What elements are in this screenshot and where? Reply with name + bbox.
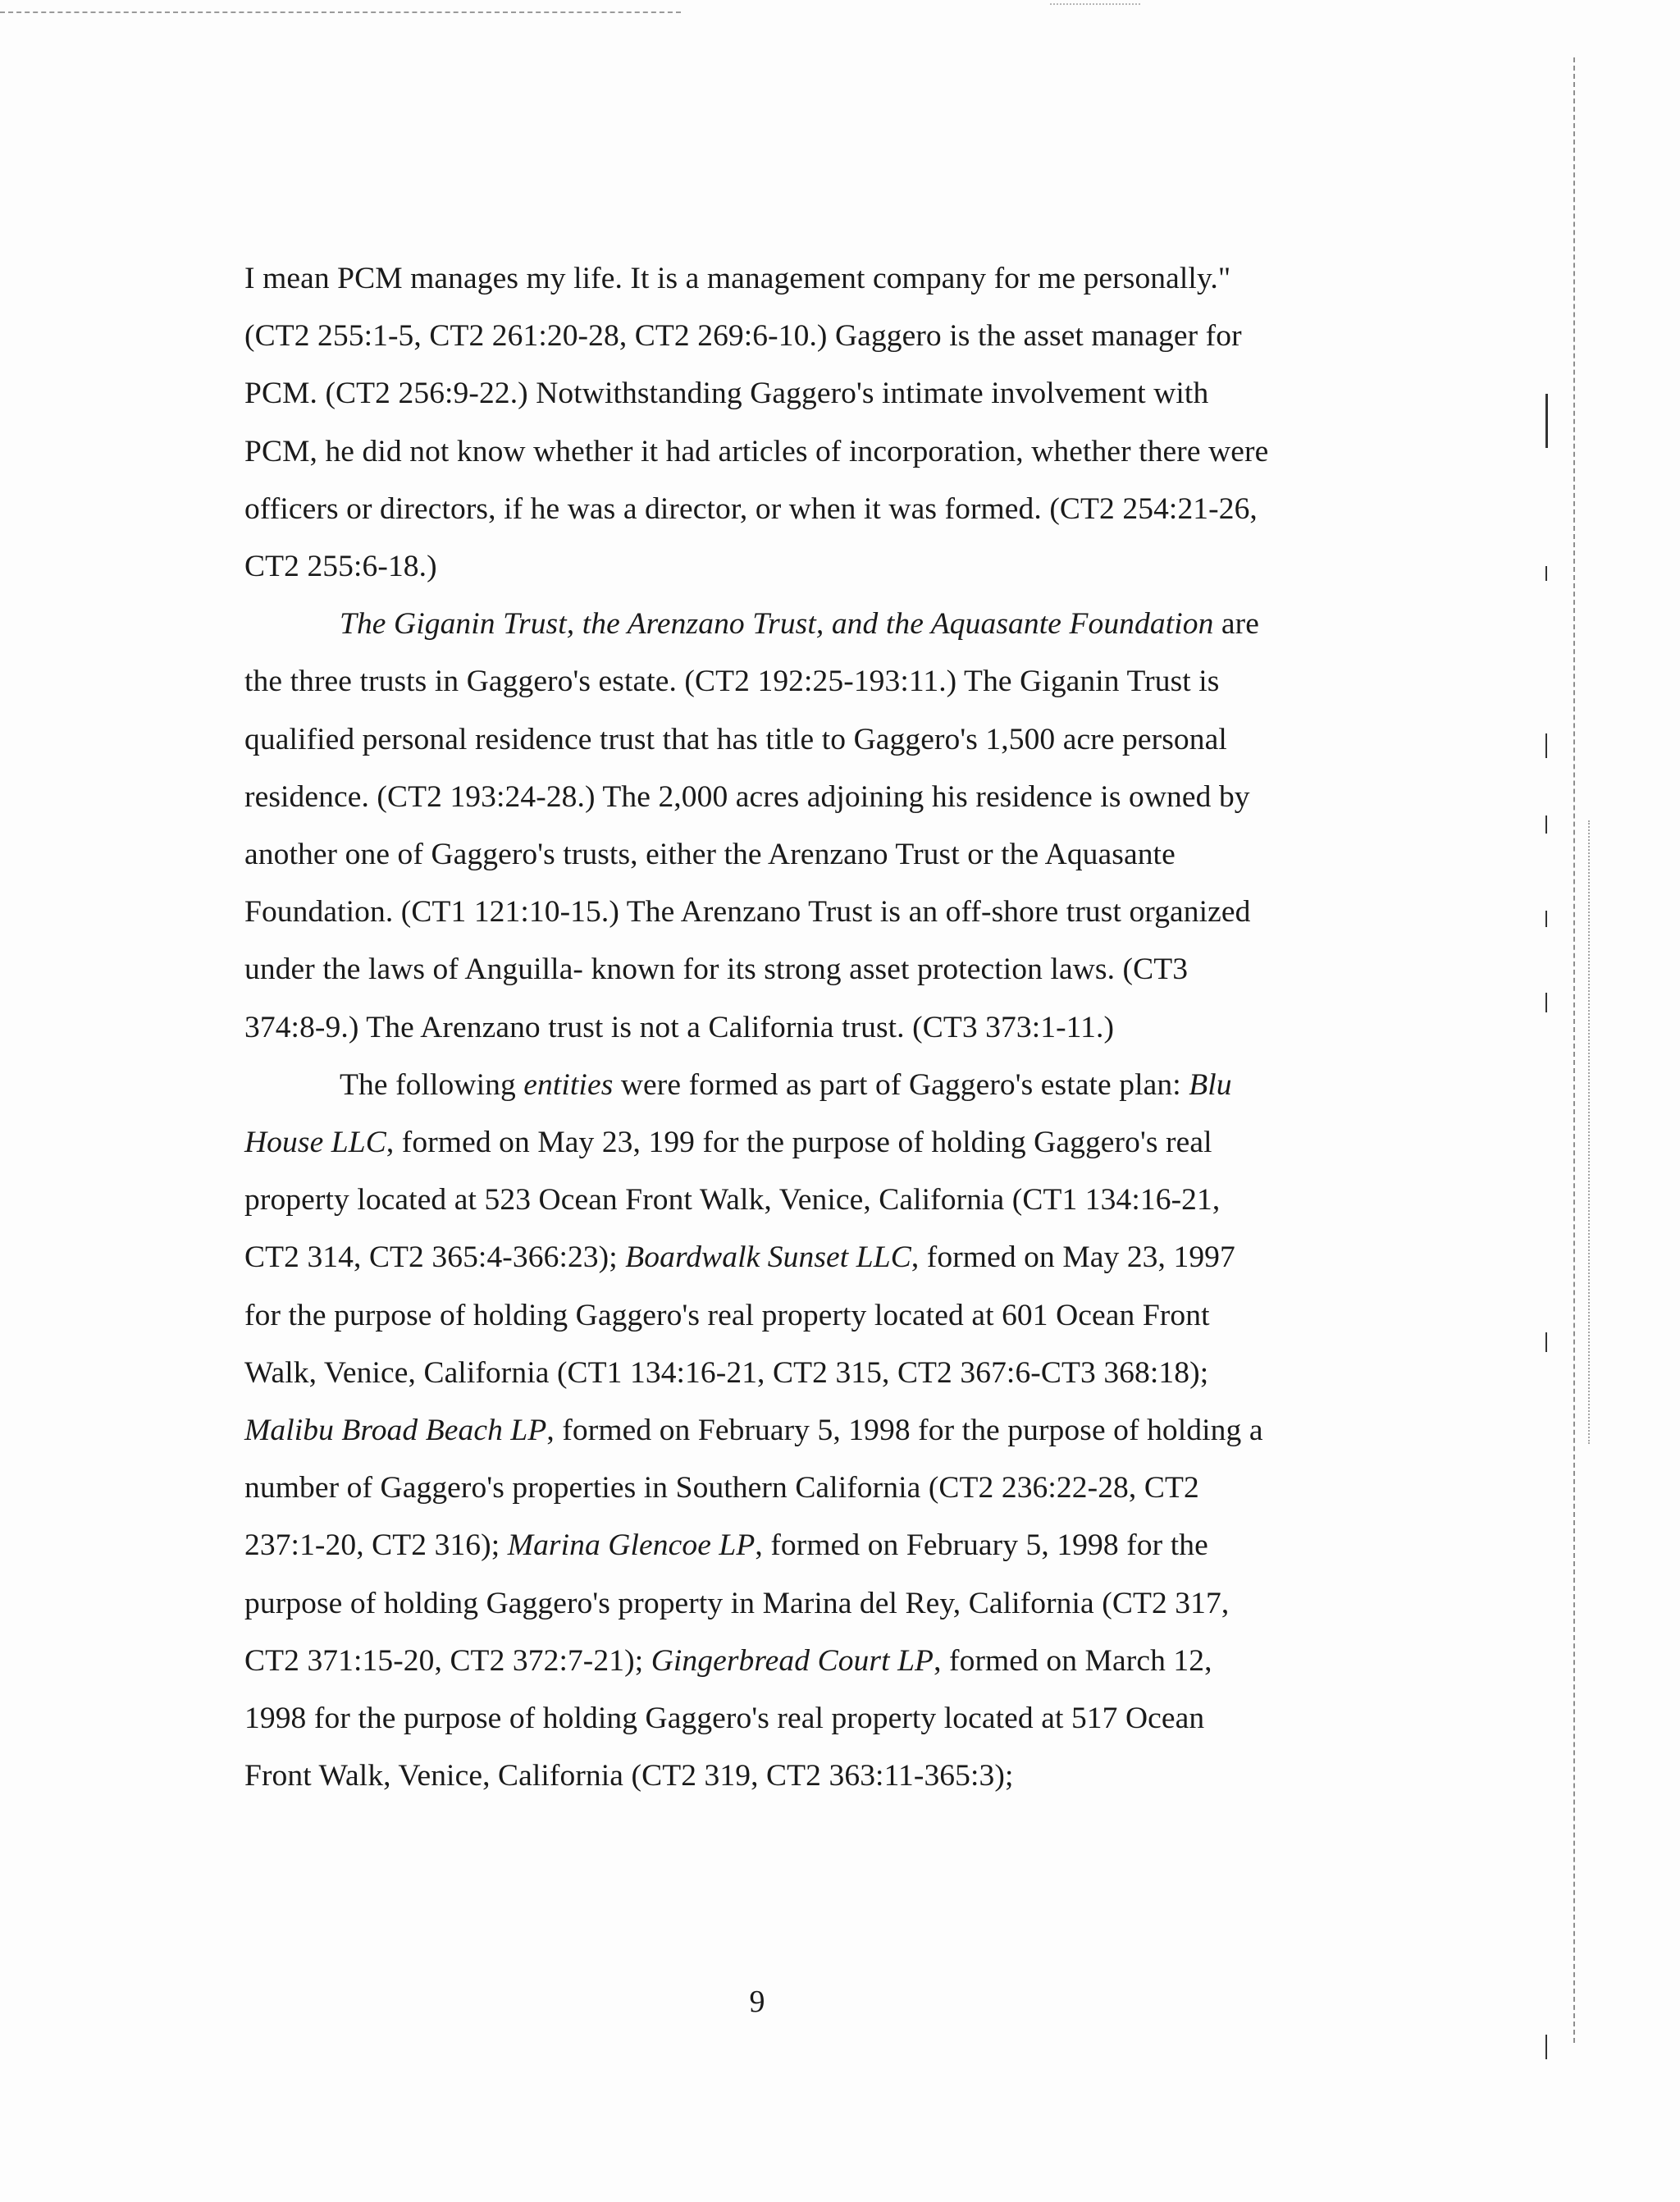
scan-mark (1545, 2035, 1547, 2059)
scan-mark (1545, 566, 1547, 581)
text-run: are the three trusts in Gaggero's estate. (CT2 192:25-193:11.) The Giganin Trust is qualified personal residence trust that has title to Gaggero's 1,500 acre personal residence. (CT2 193:24-28.) The 2,000 acres adjoining his residence is owned by another one of Gaggero's trusts, either the Arenzano Trust or the Aquasante Foundation. (CT1 121:10-15.) The Arenzano Trust is an off-shore trust organized under the laws of Anguilla- known for its strong asset protection laws. (CT3 374:8-9.) The Arenzano trust is not a California trust. (CT3 373:1-11.) (244, 607, 1260, 1044)
italic-text: Boardwalk Sunset LLC (625, 1240, 911, 1275)
italic-text: The Giganin Trust, the Arenzano Trust, and the Aquasante Foundation (340, 607, 1214, 642)
scan-mark (1545, 993, 1547, 1012)
scan-mark (1545, 1332, 1547, 1352)
text-run: , formed on May 23, 199 for the purpose of holding Gaggero's real property located at 523 Ocean Front Walk, Venice, California (CT1 134:16-21, CT2 314, CT2 365:4-366:23); (244, 1126, 1221, 1275)
italic-text: Blu House LLC (244, 1067, 1232, 1160)
scan-mark (1545, 733, 1547, 758)
italic-text: Marina Glencoe LP (507, 1528, 756, 1563)
text-run: were formed as part of Gaggero's estate plan: (613, 1067, 1189, 1102)
scan-mark (1545, 815, 1547, 834)
italic-text: Gingerbread Court LP (651, 1643, 934, 1678)
text-run: , formed on February 5, 1998 for the purpose of holding Gaggero's property in Marina del Rey, California (CT2 317, CT2 371:15-20, CT2 372:7-21); (244, 1528, 1230, 1678)
text-run: , formed on May 23, 1997 for the purpose of holding Gaggero's real property located at 601 Ocean Front Walk, Venice, California (CT1 134:16-21, CT2 315, CT2 367:6-CT3 368:18); (244, 1240, 1235, 1390)
scan-mark (1545, 911, 1547, 927)
text-run: I mean PCM manages my life. It is a management company for me personally." (CT2 255:1-5, CT2 261:20-28, CT2 269:6-10.) Gaggero is the asset manager for PCM. (CT2 256:9-22.) Notwithstanding Gaggero's intimate involvement with PCM, he did not know whether it had articles of incorporation, whether there were officers or directors, if he was a director, or when it was formed. (CT2 254:21-26, CT2 255:6-18.) (244, 262, 1269, 584)
scan-mark (1545, 394, 1548, 448)
body-text (244, 250, 1270, 1805)
scan-artifact-top-right (1050, 3, 1140, 5)
text-run: , formed on February 5, 1998 for the purpose of holding a number of Gaggero's properties in Southern California (CT2 236:22-28, CT2 237:1-20, CT2 316); (244, 1414, 1263, 1563)
text-run: , formed on March 12, 1998 for the purpose of holding Gaggero's real property located at 517 Ocean Front Walk, Venice, California (CT2 319, CT2 363:11-365:3); (244, 1643, 1212, 1793)
page-number: 9 (749, 1985, 765, 2019)
italic-text: entities (523, 1067, 614, 1102)
scan-artifact-right-margin (1573, 57, 1575, 2043)
text-run: The following (340, 1067, 524, 1102)
italic-text: Malibu Broad Beach LP (244, 1414, 547, 1448)
paragraph (244, 250, 1270, 596)
scan-artifact-top (0, 11, 681, 13)
paragraph (244, 596, 1270, 1057)
scan-artifact-right-margin-2 (1588, 820, 1590, 1444)
paragraph (244, 1057, 1270, 1806)
